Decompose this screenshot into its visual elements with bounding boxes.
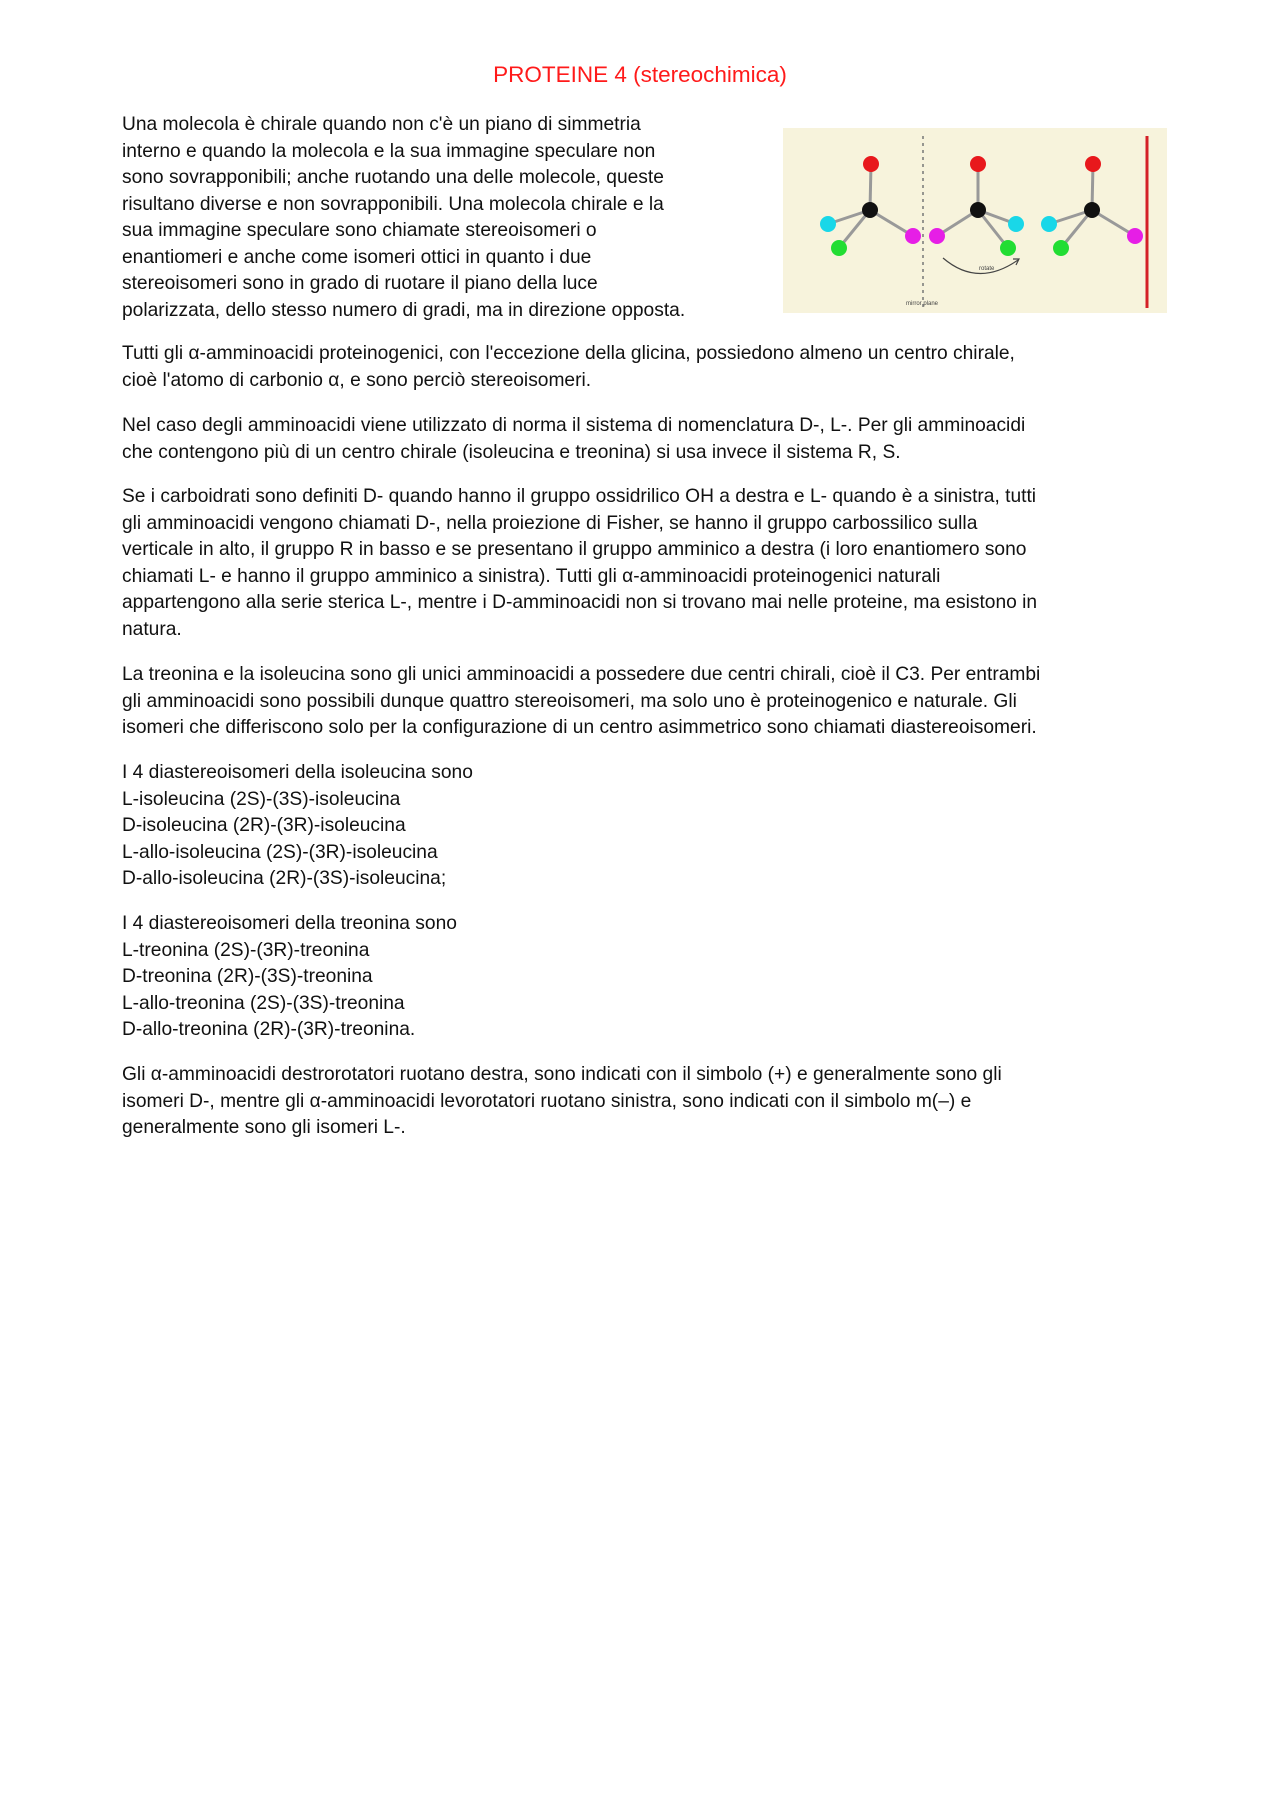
atom-cyan xyxy=(820,216,836,232)
atom-magenta xyxy=(1127,228,1143,244)
text-line: Nel caso degli amminoacidi viene utilizzato di norma il sistema di nomenclatura D-, L-. Per gli amminoacidi xyxy=(122,415,1026,436)
text-line: Gli α-amminoacidi destrorotatori ruotano destra, sono indicati con il simbolo (+) e generalmente sono gli xyxy=(122,1064,1002,1085)
list-heading: I 4 diastereoisomeri della treonina sono xyxy=(122,913,457,934)
atom-magenta xyxy=(929,228,945,244)
atom-carbon xyxy=(1084,202,1100,218)
threonine-list xyxy=(122,911,1167,1044)
text-line: verticale in alto, il gruppo R in basso e se presentano il gruppo amminico a destra (i loro enantiomero sono xyxy=(122,539,1027,560)
text-line: cioè l'atomo di carbonio α, e sono perciò stereoisomeri. xyxy=(122,369,592,391)
list-item: D-allo-treonina (2R)-(3R)-treonina. xyxy=(122,1019,416,1040)
text-line: stereoisomeri sono in grado di ruotare il piano della luce xyxy=(122,273,598,294)
text-line: interno e quando la molecola e la sua immagine speculare non xyxy=(122,140,656,162)
mirror-plane-label: mirror plane xyxy=(906,301,939,307)
text-line: polarizzata, dello stesso numero di gradi, ma in direzione opposta. xyxy=(122,299,686,321)
text-line: gli amminoacidi vengono chiamati D-, nella proiezione di Fisher, se hanno il gruppo carbossilico sulla xyxy=(122,512,978,534)
list-item: L-isoleucina (2S)-(3S)-isoleucina xyxy=(122,788,401,810)
text-line: chiamati L- e hanno il gruppo amminico a sinistra). Tutti gli α-amminoacidi proteinogenici naturali xyxy=(122,565,941,587)
list-item: D-isoleucina (2R)-(3R)-isoleucina xyxy=(122,815,406,836)
list-item: L-treonina (2S)-(3R)-treonina xyxy=(122,939,370,961)
atom-carbon xyxy=(970,202,986,218)
text-line: risultano diverse e non sovrapponibili. Una molecola chirale e la xyxy=(122,193,664,215)
text-line: natura. xyxy=(122,618,182,640)
paragraph-optical-rotation xyxy=(122,1062,1167,1142)
list-item: D-allo-isoleucina (2R)-(3S)-isoleucina; xyxy=(122,868,447,889)
atom-magenta xyxy=(905,228,921,244)
intro-paragraph xyxy=(122,112,762,324)
atom-green xyxy=(831,240,847,256)
text-line: isomeri D-, mentre gli α-amminoacidi levorotatori ruotano sinistra, sono indicati con il simbolo m(–) e xyxy=(122,1090,972,1112)
text-line: Tutti gli α-amminoacidi proteinogenici, con l'eccezione della glicina, possiedono almeno un centro chirale, xyxy=(122,343,1015,364)
list-item: D-treonina (2R)-(3S)-treonina xyxy=(122,966,373,987)
list-item: L-allo-treonina (2S)-(3S)-treonina xyxy=(122,992,405,1014)
text-line: generalmente sono gli isomeri L-. xyxy=(122,1117,406,1138)
paragraph-diastereoisomers xyxy=(122,662,1167,742)
text-line: appartengono alla serie sterica L-, mentre i D-amminoacidi non si trovano mai nelle proteine, ma esistono in xyxy=(122,592,1038,613)
text-line: sua immagine speculare sono chiamate stereoisomeri o xyxy=(122,220,597,241)
paragraph-nomenclature xyxy=(122,413,1167,466)
document-title: PROTEINE 4 (stereochimica) xyxy=(493,62,787,87)
isoleucine-list xyxy=(122,760,1167,893)
paragraph-fisher-projection xyxy=(122,484,1167,643)
list-heading: I 4 diastereoisomeri della isoleucina sono xyxy=(122,762,473,783)
atom-cyan xyxy=(1008,216,1024,232)
text-line: Una molecola è chirale quando non c'è un piano di simmetria xyxy=(122,114,641,135)
atom-green xyxy=(1000,240,1016,256)
text-line: Se i carboidrati sono definiti D- quando hanno il gruppo ossidrilico OH a destra e L- quando è a sinistra, tutti xyxy=(122,486,1037,507)
atom-red xyxy=(970,156,986,172)
atom-green xyxy=(1053,240,1069,256)
atom-red xyxy=(1085,156,1101,172)
rotate-label: rotate xyxy=(979,266,995,272)
chirality-figure xyxy=(783,128,1167,313)
text-line: La treonina e la isoleucina sono gli unici amminoacidi a possedere due centri chirali, cioè il C3. Per entrambi xyxy=(122,664,1041,685)
text-line: che contengono più di un centro chirale (isoleucina e treonina) si usa invece il sistema R, S. xyxy=(122,441,901,463)
text-line: gli amminoacidi sono possibili dunque quattro stereoisomeri, ma solo uno è proteinogenico e naturale. Gli xyxy=(122,690,1017,712)
atom-cyan xyxy=(1041,216,1057,232)
atom-carbon xyxy=(862,202,878,218)
atom-red xyxy=(863,156,879,172)
text-line: enantiomeri e anche come isomeri ottici in quanto i due xyxy=(122,246,592,268)
text-line: sono sovrapponibili; anche ruotando una delle molecole, queste xyxy=(122,167,664,188)
paragraph-chiral-center xyxy=(122,341,1167,394)
list-item: L-allo-isoleucina (2S)-(3R)-isoleucina xyxy=(122,841,438,863)
text-line: isomeri che differiscono solo per la configurazione di un centro asimmetrico sono chiamati diastereoisomeri. xyxy=(122,717,1037,738)
